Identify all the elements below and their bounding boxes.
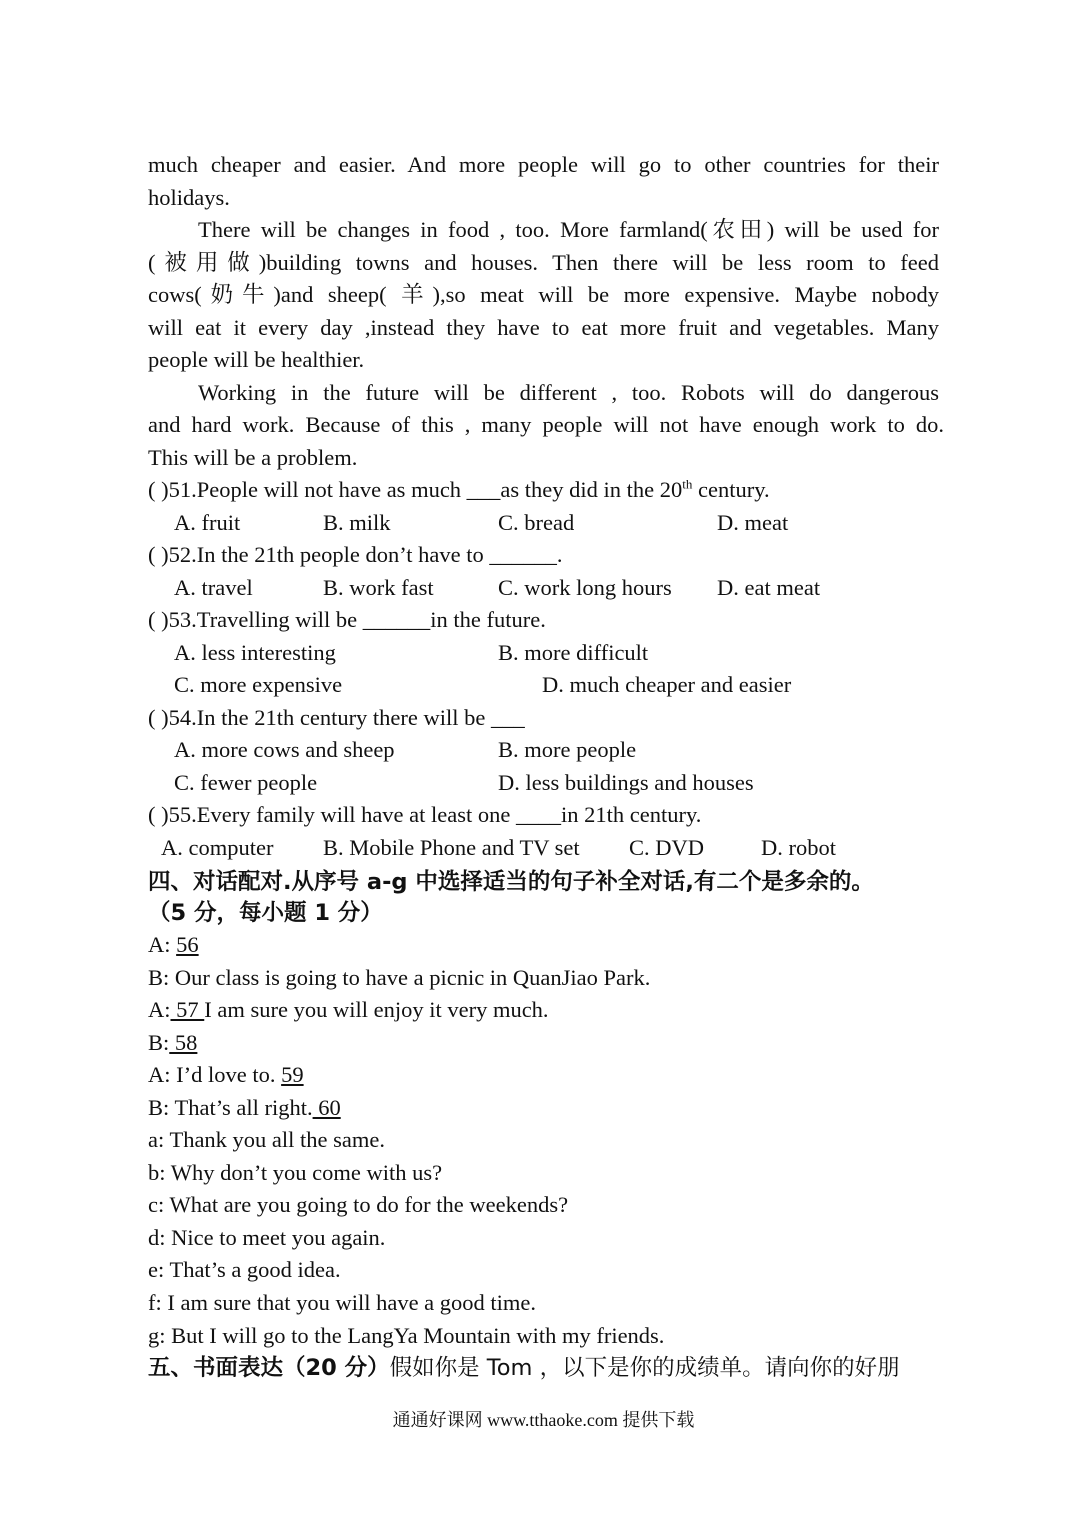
question-stem: ( )51.People will not have as much ___as they did in the 20: [148, 477, 683, 502]
option-d: D. eat meat: [717, 575, 821, 600]
superscript: th: [682, 476, 693, 492]
answer-blank[interactable]: 58: [169, 1030, 198, 1055]
option-a: A. computer: [161, 835, 274, 860]
option-c: C. more expensive: [174, 672, 343, 697]
dialogue-line: [148, 1027, 197, 1059]
question-55: ( )55.Every family will have at least one ____in 21th century.: [148, 802, 702, 827]
question-stem-end: century.: [692, 477, 770, 502]
option-c: C. bread: [498, 510, 575, 535]
option-b: B. work fast: [323, 575, 434, 600]
option-a: A. travel: [174, 575, 253, 600]
question-54: ( )54.In the 21th century there will be ___: [148, 705, 525, 730]
passage-line: will eat it every day ,instead they have to eat more fruit and vegetables. Many: [148, 315, 939, 340]
option-c: C. work long hours: [498, 575, 672, 600]
choice-a: a: Thank you all the same.: [148, 1127, 386, 1152]
option-d: D. much cheaper and easier: [542, 672, 792, 697]
passage-line: much cheaper and easier. And more people will go to other countries for their: [148, 152, 939, 177]
dialogue-text: A: I’d love to.: [148, 1062, 282, 1087]
option-d: D. less buildings and houses: [498, 770, 754, 795]
question-51: [148, 474, 770, 506]
dialogue-line: [148, 1059, 304, 1091]
dialogue-text: B: That’s all right.: [148, 1095, 313, 1120]
option-d: D. robot: [761, 835, 836, 860]
option-a: A. less interesting: [174, 640, 336, 665]
section-5-instructions: 假如你是 Tom ，以下是你的成绩单。请向你的好朋: [389, 1355, 900, 1381]
choice-g: g: But I will go to the LangYa Mountain with my friends.: [148, 1323, 665, 1348]
section-5-heading: 五、书面表达（20 分）: [148, 1355, 390, 1381]
option-b: B. more difficult: [498, 640, 649, 665]
choice-b: b: Why don’t you come with us?: [148, 1160, 443, 1185]
choice-c: c: What are you going to do for the weekends?: [148, 1192, 569, 1217]
option-a: A. more cows and sheep: [174, 737, 395, 762]
passage-line: There will be changes in food , too. More farmland(农田) will be used for: [198, 217, 939, 242]
option-b: B. Mobile Phone and TV set: [323, 835, 580, 860]
passage-line: This will be a problem.: [148, 445, 358, 470]
option-a: A. fruit: [174, 510, 241, 535]
answer-blank[interactable]: 60: [312, 1095, 341, 1120]
option-d: D. meat: [717, 510, 789, 535]
answer-blank[interactable]: 59: [281, 1062, 304, 1087]
passage-line: and hard work. Because of this , many people will not have enough work to do.: [148, 412, 944, 437]
page-footer: 通通好课网 www.tthaoke.com 提供下载: [392, 1410, 695, 1430]
dialogue-text: I am sure you will enjoy it very much.: [204, 997, 549, 1022]
choice-d: d: Nice to meet you again.: [148, 1225, 386, 1250]
passage-line: holidays.: [148, 185, 230, 210]
section-4-title: 四、对话配对.从序号 a-g 中选择适当的句子补全对话,有二个是多余的。: [148, 869, 874, 895]
option-b: B. more people: [498, 737, 637, 762]
dialogue-speaker: B:: [148, 1030, 170, 1055]
section-4-subtitle: （5 分，每小题 1 分）: [148, 900, 383, 926]
dialogue-line: B: Our class is going to have a picnic in QuanJiao Park.: [148, 965, 651, 990]
option-b: B. milk: [323, 510, 391, 535]
option-c: C. fewer people: [174, 770, 318, 795]
section-5-title: [148, 1352, 900, 1384]
dialogue-line: [148, 994, 549, 1026]
dialogue-speaker: A:: [148, 932, 177, 957]
passage-line: (被用做)building towns and houses. Then there will be less room to feed: [148, 250, 939, 275]
question-53: ( )53.Travelling will be ______in the future.: [148, 607, 546, 632]
choice-e: e: That’s a good idea.: [148, 1257, 341, 1282]
dialogue-speaker: A:: [148, 997, 171, 1022]
question-52: ( )52.In the 21th people don’t have to ______.: [148, 542, 563, 567]
choice-f: f: I am sure that you will have a good time.: [148, 1290, 537, 1315]
passage-line: cows(奶牛)and sheep( 羊),so meat will be more expensive. Maybe nobody: [148, 282, 939, 307]
answer-blank[interactable]: 56: [176, 932, 199, 957]
passage-line: Working in the future will be different , too. Robots will do dangerous: [198, 380, 939, 405]
passage-line: people will be healthier.: [148, 347, 365, 372]
answer-blank[interactable]: 57: [170, 997, 205, 1022]
option-c: C. DVD: [629, 835, 705, 860]
dialogue-line: [148, 1092, 341, 1124]
dialogue-line: [148, 929, 199, 961]
